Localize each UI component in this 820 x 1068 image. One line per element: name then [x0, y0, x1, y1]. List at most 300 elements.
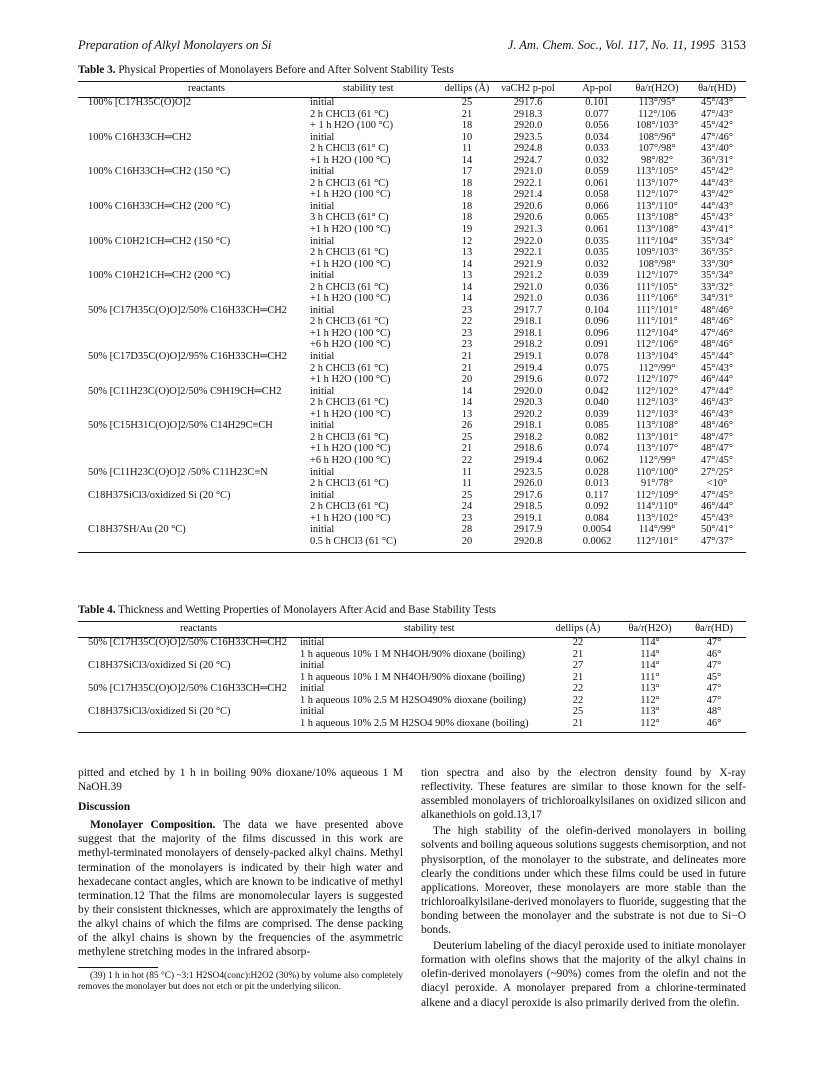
table-row [78, 282, 746, 294]
cell-frequency: 2917.6 [513, 489, 543, 501]
cell-frequency: 2917.7 [513, 304, 543, 316]
cell-absorbance: 0.096 [585, 327, 609, 339]
cell-hexadecane-angle: <10° [706, 478, 728, 490]
cell-frequency: 2918.2 [513, 339, 543, 351]
cell-thickness: 11 [461, 143, 472, 155]
cell-thickness: 14 [461, 397, 473, 409]
cell-stability-test: 2 h CHCl3 (61 °C) [310, 501, 389, 513]
cell-stability-test: initial [310, 466, 335, 478]
table-row [78, 120, 746, 132]
table4-caption [78, 604, 496, 616]
cell-stability-test: initial [310, 489, 335, 501]
table4-body [78, 637, 746, 729]
cell-hexadecane-angle: 45°/43° [701, 362, 733, 374]
table3-header-frequency: νaCH2 p-pol [501, 83, 555, 94]
cell-hexadecane-angle: 48°/46° [701, 304, 733, 316]
cell-water-angle: 112°/104° [636, 327, 678, 339]
cell-stability-test: initial [310, 270, 335, 282]
table-row [78, 409, 746, 421]
cell-frequency: 2917.6 [513, 97, 543, 108]
cell-frequency: 2921.0 [513, 166, 543, 178]
cell-frequency: 2919.4 [513, 362, 543, 374]
cell-frequency: 2918.1 [513, 327, 543, 339]
table-row [78, 706, 746, 718]
cell-thickness: 14 [461, 293, 473, 305]
table-row [78, 649, 746, 661]
cell-stability-test: initial [300, 637, 325, 648]
cell-stability-test: 2 h CHCl3 (61 °C) [310, 247, 389, 259]
table-row [78, 224, 746, 236]
cell-stability-test: +1 h H2O (100 °C) [310, 293, 391, 305]
cell-absorbance: 0.117 [585, 489, 609, 501]
cell-stability-test: initial [300, 660, 325, 672]
cell-absorbance: 0.066 [585, 200, 609, 212]
cell-frequency: 2919.6 [513, 374, 543, 386]
cell-hexadecane-angle: 46°/43° [701, 397, 733, 409]
cell-frequency: 2920.8 [513, 535, 543, 547]
cell-water-angle: 114°/110° [636, 501, 678, 513]
table-row [78, 305, 746, 317]
cell-thickness: 14 [461, 281, 473, 293]
cell-thickness: 18 [461, 189, 473, 201]
cell-absorbance: 0.040 [585, 397, 609, 409]
cell-water-angle: 113°/102° [636, 512, 678, 524]
cell-thickness: 18 [461, 200, 473, 212]
cell-water-angle: 111°/105° [636, 281, 678, 293]
table4 [78, 623, 746, 729]
cell-water-angle: 112°/99° [638, 362, 676, 374]
cell-water-angle: 107°/98° [638, 143, 676, 155]
table4-caption-text: Thickness and Wetting Properties of Monolayers After Acid and Base Stability Tests [118, 604, 497, 616]
cell-water-angle: 98°/82° [641, 154, 673, 166]
cell-thickness: 20 [461, 535, 473, 547]
cell-absorbance: 0.035 [585, 235, 609, 247]
cell-stability-test: initial [310, 385, 335, 397]
table-row [78, 513, 746, 525]
table4-header-reactants: reactants [180, 623, 217, 634]
cell-reactants: C18H37SiCl3/oxidized Si (20 °C) [88, 660, 231, 672]
cell-frequency: 2921.0 [513, 293, 543, 305]
table3 [78, 83, 746, 547]
cell-absorbance: 0.028 [585, 466, 609, 478]
cell-hexadecane-angle: 27°/25° [701, 466, 733, 478]
cell-frequency: 2924.7 [513, 154, 543, 166]
cell-absorbance: 0.104 [585, 304, 609, 316]
cell-hexadecane-angle: 45°/43° [701, 97, 733, 108]
cell-absorbance: 0.036 [585, 293, 609, 305]
cell-hexadecane-angle: 47°/45° [701, 489, 733, 501]
table-row [78, 718, 746, 730]
paragraph-deuterium-labeling: Deuterium labeling of the diacyl peroxide used to initiate monolayer formation with olefins shows that the majority of the alkyl chains in olefin-derived monolayers (~90%) comes from the olefin and not the diacyl peroxide. A monolayer prepared from a chlorine-terminated alkene and a diacyl peroxide is also primarily derived from the olefin. [421, 940, 746, 1009]
cell-absorbance: 0.0062 [582, 535, 612, 547]
cell-water-angle: 112° [640, 717, 660, 729]
running-header-citation [508, 38, 746, 53]
cell-thickness: 26 [461, 420, 473, 432]
cell-hexadecane-angle: 43°/42° [701, 189, 733, 201]
cell-water-angle: 113°/107° [636, 443, 678, 455]
cell-thickness: 18 [461, 177, 473, 189]
cell-stability-test: 2 h CHCl3 (61° C) [310, 143, 389, 155]
cell-thickness: 13 [461, 247, 473, 259]
cell-stability-test: +1 h H2O (100 °C) [310, 258, 391, 270]
table-row [78, 212, 746, 224]
cell-frequency: 2919.1 [513, 512, 543, 524]
table-row [78, 155, 746, 167]
cell-water-angle: 113°/110° [636, 200, 678, 212]
cell-reactants: 50% [C11H23C(O)O]2/50% C9H19CH═CH2 [88, 385, 282, 397]
cell-thickness: 21 [572, 648, 584, 660]
cell-frequency: 2918.5 [513, 501, 543, 513]
cell-reactants: 100% C10H21CH═CH2 (200 °C) [88, 270, 231, 282]
table-row [78, 166, 746, 178]
table3-header-reactants: reactants [188, 83, 225, 94]
table4-header-row [78, 623, 746, 637]
table-row [78, 524, 746, 536]
right-text-column [421, 766, 746, 1010]
cell-absorbance: 0.101 [585, 97, 609, 108]
cell-reactants: 50% [C11H23C(O)O]2 /50% C11H23C≡N [88, 466, 268, 478]
cell-reactants: 100% C10H21CH═CH2 (150 °C) [88, 235, 231, 247]
table-row [78, 374, 746, 386]
cell-stability-test: +1 h H2O (100 °C) [310, 443, 391, 455]
cell-thickness: 24 [461, 501, 473, 513]
cell-hexadecane-angle: 47°/45° [701, 454, 733, 466]
cell-absorbance: 0.096 [585, 316, 609, 328]
cell-thickness: 23 [461, 304, 473, 316]
cell-frequency: 2918.6 [513, 443, 543, 455]
cell-reactants: 100% C16H33CH═CH2 (200 °C) [88, 200, 231, 212]
journal-citation: J. Am. Chem. Soc., Vol. 117, No. 11, 1995 [507, 38, 715, 52]
cell-absorbance: 0.062 [585, 454, 609, 466]
table-row [78, 259, 746, 271]
paragraph-continued: pitted and etched by 1 h in boiling 90% dioxane/10% aqueous 1 M NaOH.39 [78, 767, 403, 794]
table-row [78, 328, 746, 340]
cell-stability-test: 0.5 h CHCl3 (61 °C) [310, 535, 397, 547]
cell-hexadecane-angle: 45°/43° [701, 512, 733, 524]
cell-water-angle: 111°/101° [636, 316, 678, 328]
cell-thickness: 23 [461, 327, 473, 339]
cell-thickness: 22 [461, 454, 473, 466]
cell-hexadecane-angle: 35°/34° [701, 235, 733, 247]
table-row [78, 386, 746, 398]
cell-thickness: 12 [461, 235, 473, 247]
cell-thickness: 21 [461, 108, 473, 120]
cell-absorbance: 0.034 [585, 131, 609, 143]
cell-hexadecane-angle: 46°/44° [701, 501, 733, 513]
table-row [78, 132, 746, 144]
table-row [78, 672, 746, 684]
cell-hexadecane-angle: 45°/44° [701, 351, 733, 363]
cell-thickness: 22 [572, 694, 584, 706]
cell-thickness: 21 [572, 671, 584, 683]
table3-label: Table 3. [78, 64, 116, 76]
cell-frequency: 2920.0 [513, 120, 543, 132]
cell-thickness: 22 [572, 637, 584, 648]
cell-water-angle: 114° [640, 637, 660, 648]
table-row [78, 178, 746, 190]
table-row [78, 143, 746, 155]
table-row [78, 316, 746, 328]
cell-hexadecane-angle: 47° [706, 683, 722, 695]
cell-absorbance: 0.061 [585, 224, 609, 236]
table3-header-hexadecane-angle: θa/r(HD) [698, 83, 736, 94]
cell-thickness: 21 [461, 362, 473, 374]
cell-absorbance: 0.056 [585, 120, 609, 132]
cell-stability-test: initial [310, 97, 335, 108]
cell-water-angle: 113°/108° [636, 212, 678, 224]
table-row [78, 637, 746, 649]
cell-hexadecane-angle: 48°/47° [701, 443, 733, 455]
page-number: 3153 [721, 38, 746, 52]
cell-thickness: 25 [572, 706, 584, 718]
cell-thickness: 21 [461, 443, 473, 455]
table3-header-thickness: dellips (Å) [444, 83, 490, 94]
cell-thickness: 14 [461, 258, 473, 270]
cell-water-angle: 112°/107° [636, 374, 678, 386]
cell-thickness: 21 [461, 351, 473, 363]
cell-water-angle: 112° [640, 694, 660, 706]
cell-frequency: 2919.1 [513, 351, 543, 363]
cell-water-angle: 113°/108° [636, 420, 678, 432]
table-row [78, 683, 746, 695]
cell-thickness: 25 [461, 97, 473, 108]
cell-water-angle: 111°/101° [636, 304, 678, 316]
cell-absorbance: 0.039 [585, 270, 609, 282]
cell-thickness: 11 [461, 466, 472, 478]
cell-water-angle: 113°/101° [636, 431, 678, 443]
cell-frequency: 2919.4 [513, 454, 543, 466]
cell-thickness: 14 [461, 154, 473, 166]
cell-hexadecane-angle: 36°/31° [701, 154, 733, 166]
cell-water-angle: 108°/103° [635, 120, 679, 132]
cell-thickness: 13 [461, 270, 473, 282]
cell-frequency: 2926.0 [513, 478, 543, 490]
cell-water-angle: 108°/98° [638, 258, 676, 270]
table-row [78, 247, 746, 259]
cell-absorbance: 0.032 [585, 258, 609, 270]
cell-water-angle: 114° [640, 648, 660, 660]
cell-stability-test: +6 h H2O (100 °C) [310, 339, 391, 351]
cell-water-angle: 113°/107° [636, 177, 678, 189]
cell-absorbance: 0.0054 [582, 524, 612, 536]
cell-stability-test: 2 h CHCl3 (61 °C) [310, 108, 389, 120]
cell-water-angle: 112°/103° [636, 397, 678, 409]
cell-water-angle: 112°/103° [636, 408, 678, 420]
table-row [78, 97, 746, 109]
cell-thickness: 23 [461, 339, 473, 351]
table-row [78, 695, 746, 707]
cell-absorbance: 0.084 [585, 512, 609, 524]
cell-frequency: 2923.5 [513, 466, 543, 478]
table4-header-thickness: dellips (Å) [555, 623, 601, 634]
cell-thickness: 22 [572, 683, 584, 695]
cell-reactants: 50% [C17H35C(O)O]2/50% C16H33CH═CH2 [88, 683, 288, 695]
left-text-column [78, 766, 403, 993]
cell-frequency: 2923.5 [513, 131, 543, 143]
cell-stability-test: 2 h CHCl3 (61 °C) [310, 431, 389, 443]
cell-frequency: 2924.8 [513, 143, 543, 155]
running-header [78, 38, 746, 56]
cell-hexadecane-angle: 44°/43° [701, 200, 733, 212]
cell-absorbance: 0.058 [585, 189, 609, 201]
table4-bottom-rule [78, 732, 746, 733]
cell-stability-test: 1 h aqueous 10% 2.5 M H2SO490% dioxane (boiling) [300, 694, 526, 706]
cell-absorbance: 0.075 [585, 362, 609, 374]
table4-top-rule [78, 621, 746, 622]
cell-hexadecane-angle: 46°/44° [701, 374, 733, 386]
cell-water-angle: 112°/107° [636, 189, 678, 201]
cell-stability-test: 1 h aqueous 10% 1 M NH4OH/90% dioxane (boiling) [300, 671, 526, 683]
cell-absorbance: 0.033 [585, 143, 609, 155]
table3-header-absorbance: Ap-pol [582, 83, 612, 94]
cell-stability-test: +6 h H2O (100 °C) [310, 454, 391, 466]
cell-stability-test: +1 h H2O (100 °C) [310, 512, 391, 524]
cell-absorbance: 0.077 [585, 108, 609, 120]
cell-thickness: 22 [461, 316, 473, 328]
table-row [78, 443, 746, 455]
cell-water-angle: 113°/108° [636, 224, 678, 236]
cell-water-angle: 114°/99° [638, 524, 676, 536]
table-row [78, 293, 746, 305]
cell-reactants: 50% [C15H31C(O)O]2/50% C14H29C≡CH [88, 420, 273, 432]
cell-thickness: 25 [461, 489, 473, 501]
cell-frequency: 2922.1 [513, 247, 543, 259]
cell-water-angle: 113° [640, 683, 660, 695]
table-row [78, 432, 746, 444]
cell-hexadecane-angle: 48°/47° [701, 431, 733, 443]
cell-absorbance: 0.061 [585, 177, 609, 189]
cell-stability-test: +1 h H2O (100 °C) [310, 224, 391, 236]
cell-absorbance: 0.032 [585, 154, 609, 166]
paragraph-body: The data we have presented above suggest that the majority of the films discussed in this work are methyl-terminated monolayers of densely-packed alkyl chains. Methyl termination of the monolayers is indicated by their high water and hexadecane contact angles, which are known to be indicative of methyl termination.12 That the films are monomolecular layers is suggested by their consistent thicknesses, which are approximately the lengths of the alkyl chains of which the films are comprised. The dense packing of the alkyl chains is shown by the frequencies of the asymmetric methylene stretching modes in the infrared absorp- [78, 819, 403, 959]
cell-hexadecane-angle: 48°/46° [701, 420, 733, 432]
paragraph-lead-in: Monolayer Composition. [90, 819, 216, 832]
cell-water-angle: 108°/96° [638, 131, 676, 143]
cell-frequency: 2920.2 [513, 408, 543, 420]
cell-hexadecane-angle: 33°/30° [701, 258, 733, 270]
cell-frequency: 2917.9 [513, 524, 543, 536]
cell-hexadecane-angle: 47° [706, 694, 722, 706]
cell-stability-test: initial [310, 304, 335, 316]
cell-hexadecane-angle: 45°/42° [701, 120, 733, 132]
cell-hexadecane-angle: 47° [706, 637, 722, 648]
cell-frequency: 2918.2 [513, 431, 543, 443]
cell-stability-test: initial [310, 420, 335, 432]
cell-thickness: 25 [461, 431, 473, 443]
cell-hexadecane-angle: 48°/46° [701, 316, 733, 328]
cell-thickness: 27 [572, 660, 584, 672]
cell-hexadecane-angle: 47°/46° [701, 327, 733, 339]
table-row [78, 363, 746, 375]
cell-hexadecane-angle: 35°/34° [701, 270, 733, 282]
cell-hexadecane-angle: 33°/32° [701, 281, 733, 293]
cell-hexadecane-angle: 46° [706, 648, 722, 660]
cell-thickness: 17 [461, 166, 473, 178]
cell-water-angle: 109°/103° [635, 247, 679, 259]
cell-absorbance: 0.039 [585, 408, 609, 420]
footnote-39: (39) 1 h in hot (85 °C) ~3:1 H2SO4(conc):H2O2 (30%) by volume also completely removes the monolayer but does not etch or pit the underlying silicon. [78, 971, 403, 993]
cell-absorbance: 0.013 [585, 478, 609, 490]
cell-stability-test: +1 h H2O (100 °C) [310, 154, 391, 166]
cell-stability-test: 1 h aqueous 10% 1 M NH4OH/90% dioxane (boiling) [300, 648, 526, 660]
cell-water-angle: 113°/95° [638, 97, 676, 108]
cell-reactants: C18H37SiCl3/oxidized Si (20 °C) [88, 706, 231, 718]
table4-header-water-angle: θa/r(H2O) [628, 623, 672, 634]
cell-water-angle: 111°/106° [636, 293, 678, 305]
cell-water-angle: 112°/106 [638, 108, 676, 120]
cell-water-angle: 111°/104° [636, 235, 678, 247]
table-row [78, 420, 746, 432]
cell-hexadecane-angle: 47°/46° [701, 131, 733, 143]
cell-frequency: 2921.2 [513, 270, 543, 282]
cell-absorbance: 0.072 [585, 374, 609, 386]
table3-header-water-angle: θa/r(H2O) [635, 83, 679, 94]
cell-absorbance: 0.035 [585, 247, 609, 259]
cell-water-angle: 91°/78° [641, 478, 673, 490]
cell-hexadecane-angle: 46° [706, 717, 722, 729]
cell-absorbance: 0.082 [585, 431, 609, 443]
table-row [78, 501, 746, 513]
table4-header-stability-test: stability test [404, 623, 455, 634]
cell-absorbance: 0.074 [585, 443, 609, 455]
cell-frequency: 2918.1 [513, 420, 543, 432]
paragraph-continued-right: tion spectra and also by the electron density found by X-ray reflectivity. These features are similar to those known for the self-assembled monolayers of trichloroalkylsilanes on oxidized silicon and alkanethiols on gold.13,17 [421, 767, 746, 822]
table-row [78, 397, 746, 409]
paragraph-stability: The high stability of the olefin-derived monolayers in boiling solvents and boiling aqueous solutions suggests chemisorption, and not physisorption, of the monolayer to the substrate, and delineates more clearly the conditions under which these films could be used in future applications. Moreover, these monolayers are more stable than the trichloroalkylsilane-derived monolayers to fluoride, suggesting that the bonding between the monolayer and the substrate is not due to Si−O bonds. [421, 825, 746, 937]
cell-hexadecane-angle: 34°/31° [701, 293, 733, 305]
cell-thickness: 20 [461, 374, 473, 386]
cell-water-angle: 110°/100° [636, 466, 678, 478]
cell-hexadecane-angle: 43°/40° [701, 143, 733, 155]
cell-absorbance: 0.059 [585, 166, 609, 178]
cell-absorbance: 0.085 [585, 420, 609, 432]
cell-water-angle: 113°/104° [636, 351, 678, 363]
table-row [78, 201, 746, 213]
cell-water-angle: 113°/105° [636, 166, 678, 178]
table-row [78, 189, 746, 201]
cell-absorbance: 0.065 [585, 212, 609, 224]
running-header-title: Preparation of Alkyl Monolayers on Si [78, 38, 272, 52]
cell-reactants: 50% [C17H35C(O)O]2/50% C16H33CH═CH2 [88, 637, 288, 648]
cell-reactants: 50% [C17D35C(O)O]2/95% C16H33CH═CH2 [88, 351, 288, 363]
cell-stability-test: 2 h CHCl3 (61 °C) [310, 397, 389, 409]
table3-caption [78, 64, 454, 76]
cell-absorbance: 0.092 [585, 501, 609, 513]
cell-reactants: 100% C16H33CH═CH2 [88, 131, 192, 143]
table-row [78, 467, 746, 479]
cell-reactants: 100% [C17H35C(O)O]2 [88, 97, 192, 108]
cell-stability-test: 1 h aqueous 10% 2.5 M H2SO4 90% dioxane (boiling) [300, 717, 529, 729]
cell-stability-test: + 1 h H2O (100 °C) [310, 120, 394, 132]
footnote-rule [78, 967, 158, 968]
cell-hexadecane-angle: 47°/43° [701, 108, 733, 120]
table3-header-stability-test: stability test [343, 83, 394, 94]
table-row [78, 536, 746, 548]
section-heading-discussion: Discussion [78, 800, 131, 814]
cell-water-angle: 113° [640, 706, 660, 718]
cell-hexadecane-angle: 45°/42° [701, 166, 733, 178]
cell-frequency: 2922.0 [513, 235, 543, 247]
cell-thickness: 11 [461, 478, 472, 490]
cell-stability-test: initial [310, 351, 335, 363]
cell-hexadecane-angle: 48° [706, 706, 722, 718]
cell-frequency: 2921.9 [513, 258, 543, 270]
cell-thickness: 21 [572, 717, 584, 729]
cell-frequency: 2921.4 [513, 189, 543, 201]
cell-stability-test: initial [310, 131, 335, 143]
cell-stability-test: 2 h CHCl3 (61 °C) [310, 478, 389, 490]
cell-stability-test: initial [300, 683, 325, 695]
